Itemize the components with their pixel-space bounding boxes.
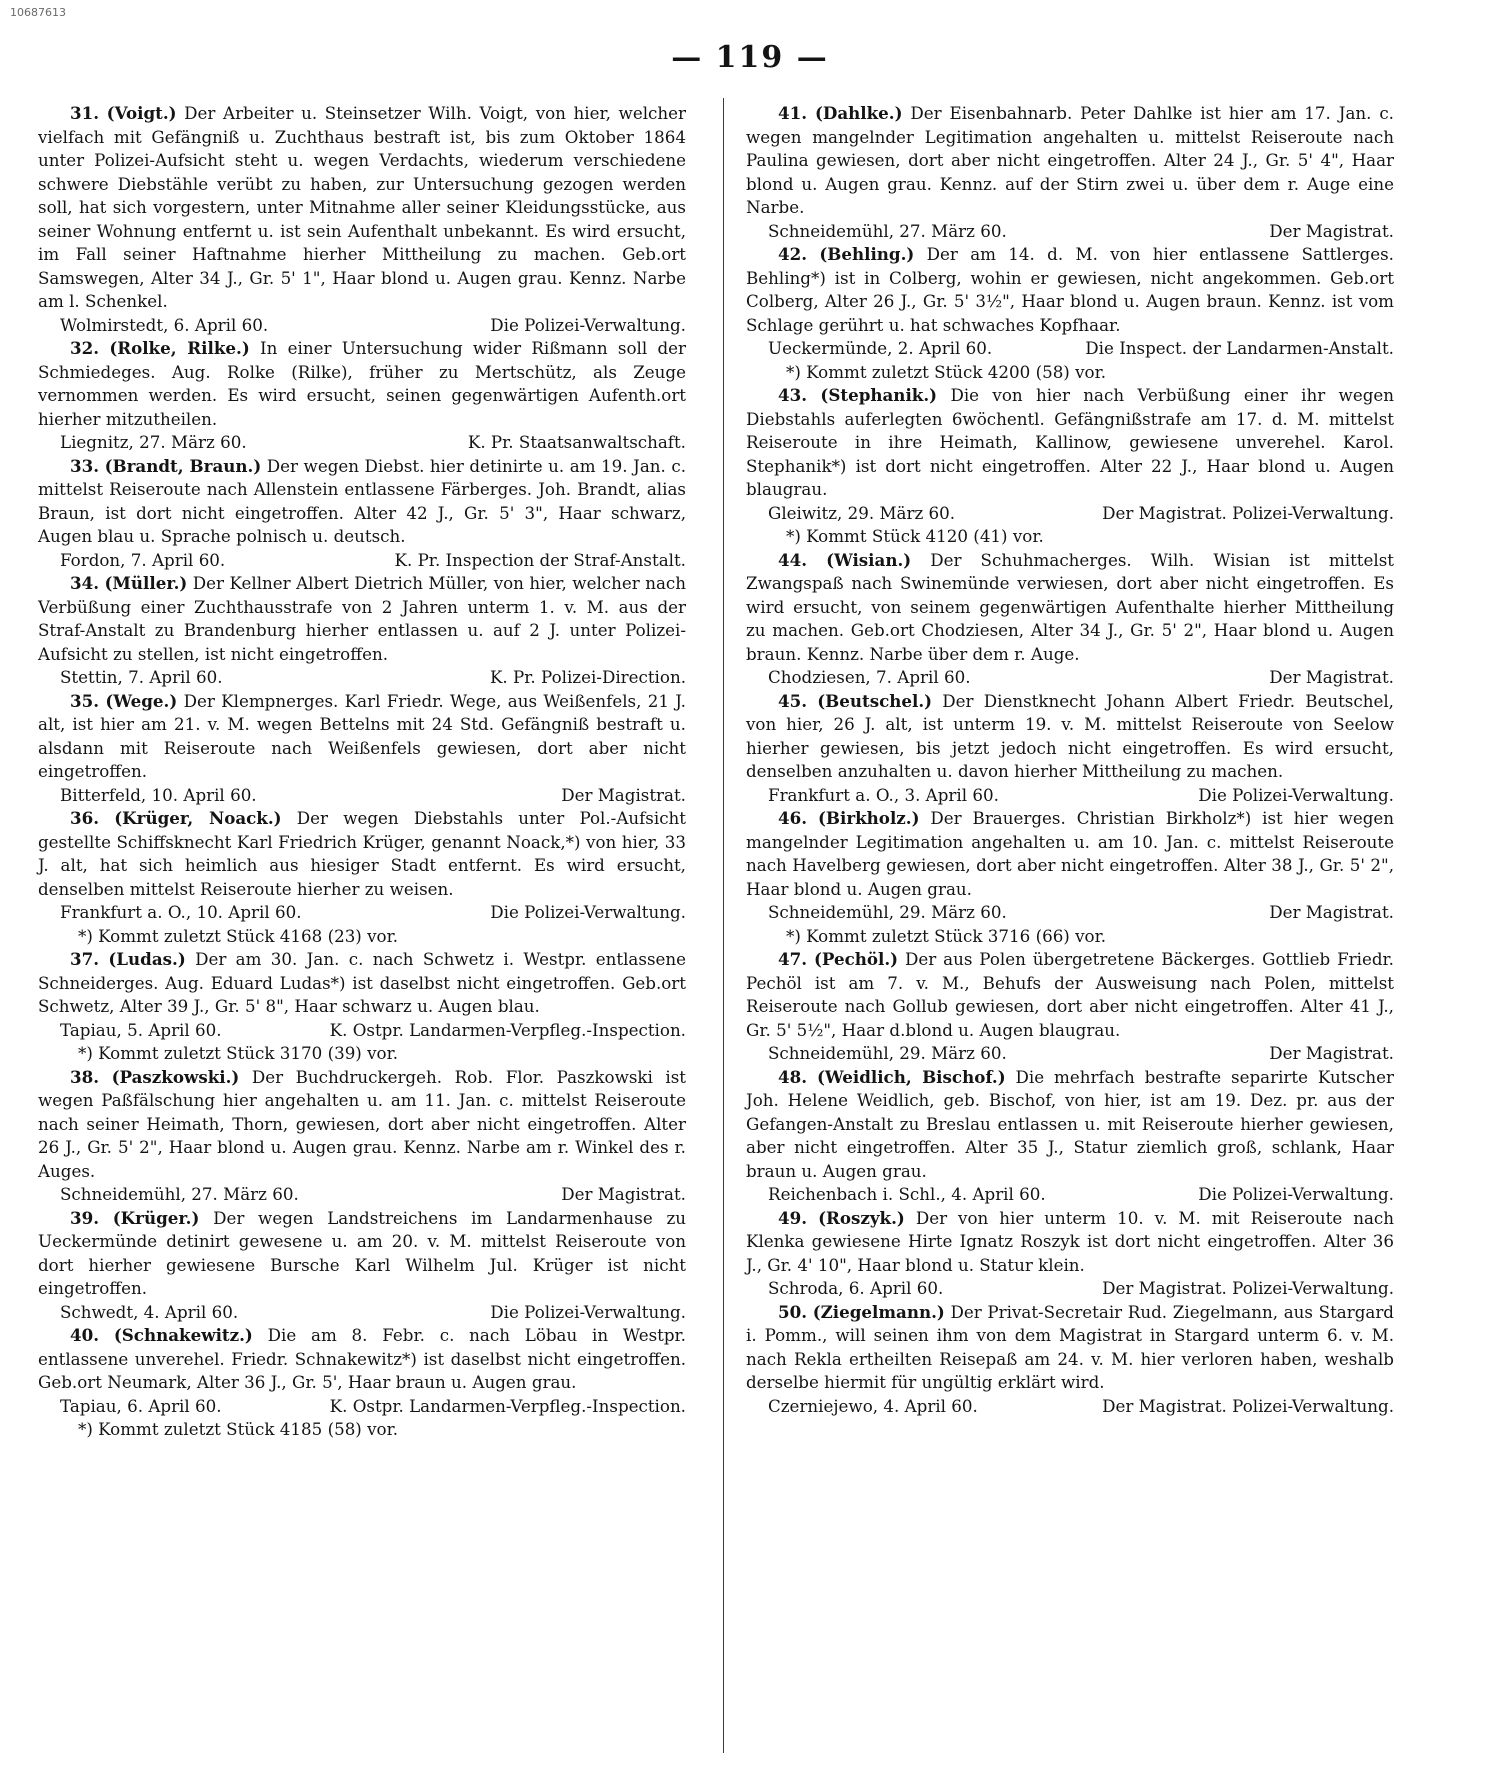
notice-name: (Wege.) [105, 690, 178, 711]
notice-place-date: Bitterfeld, 10. April 60. [60, 784, 257, 805]
notice-entry [746, 807, 1394, 948]
notice-body: Der Kellner Albert Dietrich Müller, von hier, welcher nach Verbüßung einer Zuchthausstrafe von 2 Jahren unterm 1. v. M. aus der Straf-Anstalt zu Brandenburg hierher entlassen u. auf 2 J. unter Polizei-Aufsicht zu stellen, ist nicht eingetroffen. [38, 573, 686, 664]
notice-entry [38, 690, 686, 808]
notice-signature [746, 1277, 1394, 1301]
notice-signature [746, 502, 1394, 526]
notice-place-date: Tapiau, 5. April 60. [60, 1019, 222, 1040]
notice-place-date: Schroda, 6. April 60. [768, 1278, 944, 1298]
notice-issuer: K. Pr. Polizei-Direction. [489, 667, 686, 687]
notice-entry [38, 1207, 686, 1325]
notice-signature [38, 314, 686, 338]
notice-text [746, 690, 1394, 784]
notice-body: Die am 8. Febr. c. nach Löbau in Westpr. entlassene unverehel. Friedr. Schnakewitz*) ist daselbst nicht eingetroffen. Geb.ort Neumark, Alter 36 J., Gr. 5', Haar braun u. Augen grau. [38, 1325, 686, 1392]
left-column [38, 102, 686, 1442]
notice-signature [746, 220, 1394, 244]
notice-name: (Birkholz.) [817, 808, 920, 828]
notice-signature [38, 1395, 686, 1419]
notice-body: Der wegen Diebst. hier detinirte u. am 19. Jan. c. mittelst Reiseroute nach Allenstein entlassene Färberges. Joh. Brandt, alias Braun, ist dort nicht eingetroffen. Alter 42 J., Gr. 5' 3", Haar schwarz, Augen blau u. Sprache polnisch u. deutsch. [38, 455, 687, 546]
notice-issuer: Der Magistrat. [1269, 220, 1394, 241]
notice-number: 41. [778, 103, 808, 123]
notice-issuer: K. Pr. Staatsanwaltschaft. [467, 432, 686, 452]
notice-number: 37. [70, 949, 100, 969]
notice-name: (Roszyk.) [818, 1207, 905, 1228]
notice-body: Der Buchdruckergeh. Rob. Flor. Paszkowski ist wegen Paßfälschung hier angehalten u. am 11. Jan. c. mittelst Reiseroute nach seiner Heimath, Thorn, gewiesen, dort aber nicht eingetroffen. Alter 26 J., Gr. 5' 2", Haar blond u. Augen grau. Kennz. Narbe am r. Winkel des r. Auges. [38, 1066, 686, 1181]
notice-text [746, 384, 1394, 502]
notice-text [38, 690, 686, 784]
notice-name: (Beutschel.) [817, 690, 933, 711]
notice-entry [746, 1207, 1394, 1301]
notice-issuer: Die Polizei-Verwaltung. [1198, 1184, 1394, 1204]
notice-footnote: *) Kommt zuletzt Stück 4168 (23) vor. [78, 925, 399, 946]
notice-issuer: Der Magistrat. [1269, 1043, 1394, 1063]
notice-text [38, 807, 686, 901]
notice-place-date: Reichenbach i. Schl., 4. April 60. [768, 1184, 1046, 1204]
notice-issuer: Die Inspect. der Landarmen-Anstalt. [1085, 338, 1394, 358]
notice-name: (Dahlke.) [814, 103, 903, 123]
notice-issuer: Der Magistrat. [561, 1184, 686, 1204]
notice-issuer: Der Magistrat. [1269, 667, 1394, 687]
page-number: — 119 — [671, 40, 829, 75]
notice-number: 49. [778, 1207, 808, 1228]
notice-body: Die mehrfach bestrafte separirte Kutscher Joh. Helene Weidlich, geb. Bischof, von hier, ist am 19. Dez. pr. aus der Gefangen-Anstalt zu Breslau entlassen u. mit Reiseroute hierher gewiesen, aber nicht eingetroffen. Alter 35 J., Statur ziemlich groß, schlank, Haar braun u. Augen grau. [746, 1066, 1394, 1181]
notice-text [38, 1066, 686, 1184]
notice-number: 36. [70, 808, 100, 828]
notice-place-date: Czerniejewo, 4. April 60. [768, 1395, 978, 1416]
notice-place-date: Chodziesen, 7. April 60. [768, 667, 971, 687]
notice-body: Die von hier nach Verbüßung einer ihr wegen Diebstahls auferlegten 6wöchentl. Gefängnißstrafe am 17. d. M. mittelst Reiseroute in ihre Heimath, Kallinow, gewiesene unverehel. Karol. Stephanik*) ist dort nicht eingetroffen. Alter 22 J., Haar blond u. Augen blaugrau. [746, 385, 1394, 499]
notice-text [38, 102, 686, 314]
notice-body: Der Brauerges. Christian Birkholz*) ist hier wegen mangelnder Legitimation angehalten u. am 10. Jan. c. mittelst Reiseroute nach Havelberg gewiesen, dort aber nicht eingetroffen. Alter 38 J., Gr. 5' 2", Haar blond u. Augen grau. [746, 808, 1395, 899]
notice-number: 42. [778, 244, 808, 264]
notice-text [38, 455, 686, 549]
notice-name: (Paszkowski.) [111, 1066, 240, 1087]
notice-footnote: *) Kommt zuletzt Stück 3716 (66) vor. [786, 925, 1107, 946]
notice-place-date: Frankfurt a. O., 3. April 60. [768, 784, 999, 805]
notice-name: (Pechöl.) [813, 949, 899, 969]
notice-footnote: *) Kommt zuletzt Stück 3170 (39) vor. [78, 1043, 399, 1063]
notice-issuer: K. Ostpr. Landarmen-Verpfleg.-Inspection. [329, 1019, 686, 1040]
notice-place-date: Schneidemühl, 29. März 60. [768, 902, 1007, 922]
notice-text [38, 948, 686, 1019]
notice-issuer: Der Magistrat. Polizei-Verwaltung. [1102, 502, 1394, 523]
notice-text [38, 1207, 686, 1301]
notice-name: (Voigt.) [106, 103, 177, 123]
notice-entry [746, 549, 1394, 690]
notice-name: (Wisian.) [826, 549, 912, 570]
notice-name: (Brandt, Braun.) [104, 455, 262, 476]
notice-signature [746, 1042, 1394, 1066]
notice-text [746, 102, 1394, 220]
notice-signature [746, 337, 1394, 361]
archive-id: 10687613 [10, 6, 66, 19]
notice-number: 43. [778, 385, 808, 405]
notice-body: Der Arbeiter u. Steinsetzer Wilh. Voigt, von hier, welcher vielfach mit Gefängniß u. Zuchthaus bestraft ist, bis zum Oktober 1864 unter Polizei-Aufsicht steht u. wegen Verdachts, wiederum verschiedene schwere Diebstähle verübt zu haben, zur Untersuchung gezogen werden soll, hat sich vorgestern, unter Mitnahme aller seiner Kleidungsstücke, aus seiner Wohnung entfernt u. ist sein Aufenthalt unbekannt. Es wird ersucht, im Fall seiner Haftnahme hierher Mittheilung zu machen. Geb.ort Samswegen, Alter 34 J., Gr. 5' 1", Haar blond u. Augen grau. Kennz. Narbe am l. Schenkel. [38, 103, 686, 311]
notice-place-date: Fordon, 7. April 60. [60, 549, 226, 570]
notice-issuer: K. Ostpr. Landarmen-Verpfleg.-Inspection. [329, 1395, 686, 1416]
notice-body: Der am 14. d. M. von hier entlassene Sattlerges. Behling*) ist in Colberg, wohin er gewiesen, nicht angekommen. Geb.ort Colberg, Alter 26 J., Gr. 5' 3½", Haar blond u. Augen braun. Kennz. ist vom Schlage gerührt u. hat schwaches Kopfhaar. [746, 244, 1394, 335]
notice-footnote: *) Kommt zuletzt Stück 4185 (58) vor. [78, 1419, 399, 1439]
notice-place-date: Ueckermünde, 2. April 60. [768, 338, 993, 358]
notice-footnote: *) Kommt Stück 4120 (41) vor. [786, 526, 1044, 546]
notice-entry [38, 1066, 686, 1207]
notice-place-date: Stettin, 7. April 60. [60, 667, 223, 687]
notice-signature [38, 549, 686, 573]
notice-place-date: Schneidemühl, 29. März 60. [768, 1043, 1007, 1063]
notice-text [746, 948, 1394, 1042]
notice-name: (Stephanik.) [820, 385, 938, 405]
notice-signature [38, 901, 686, 925]
notice-text [746, 1207, 1394, 1278]
notice-name: (Schnakewitz.) [113, 1325, 253, 1345]
notice-place-date: Wolmirstedt, 6. April 60. [60, 314, 269, 335]
notice-signature [38, 1019, 686, 1043]
notice-body: Der Schuhmacherges. Wilh. Wisian ist mittelst Zwangspaß nach Swinemünde verwiesen, dort aber nicht eingetroffen. Es wird ersucht, von seinem gegenwärtigen Aufenthalte hierher Mittheilung zu machen. Geb.ort Chodziesen, Alter 34 J., Gr. 5' 2", Haar blond u. Augen braun. Kennz. Narbe über dem r. Auge. [746, 549, 1394, 664]
notice-entry [38, 102, 686, 337]
notice-number: 45. [778, 690, 808, 711]
notice-entry [746, 102, 1394, 243]
notice-place-date: Liegnitz, 27. März 60. [60, 432, 247, 452]
notice-entry [38, 572, 686, 690]
notice-issuer: Die Polizei-Verwaltung. [490, 314, 686, 335]
notice-number: 40. [70, 1325, 100, 1345]
notice-place-date: Schneidemühl, 27. März 60. [768, 220, 1007, 241]
notice-issuer: Der Magistrat. [1269, 902, 1394, 922]
notice-number: 47. [778, 949, 808, 969]
notice-number: 34. [70, 573, 100, 593]
notice-signature [38, 784, 686, 808]
notice-number: 50. [778, 1301, 808, 1322]
notice-number: 38. [70, 1066, 100, 1087]
notice-number: 35. [70, 690, 100, 711]
notice-issuer: Der Magistrat. Polizei-Verwaltung. [1102, 1278, 1394, 1298]
notice-number: 48. [778, 1066, 808, 1087]
notice-text [746, 549, 1394, 667]
notice-number: 44. [778, 549, 808, 570]
notice-body: Der von hier unterm 10. v. M. mit Reiseroute nach Klenka gewiesene Hirte Ignatz Roszyk ist dort nicht eingetroffen. Alter 36 J., Gr. 4' 10", Haar blond u. Statur klein. [746, 1207, 1395, 1275]
notice-name: (Krüger.) [112, 1207, 200, 1228]
notice-issuer: Die Polizei-Verwaltung. [490, 1301, 686, 1322]
notice-signature [746, 666, 1394, 690]
notice-place-date: Schneidemühl, 27. März 60. [60, 1184, 299, 1204]
notice-text [38, 572, 686, 666]
notice-entry [746, 948, 1394, 1066]
notice-entry [38, 455, 686, 573]
notice-name: (Ziegelmann.) [812, 1301, 945, 1322]
notice-number: 46. [778, 808, 808, 828]
notice-entry [38, 1324, 686, 1442]
notice-body: Der am 30. Jan. c. nach Schwetz i. Westpr. entlassene Schneiderges. Aug. Eduard Ludas*) ist daselbst nicht eingetroffen. Geb.ort Schwetz, Alter 39 J., Gr. 5' 8", Haar schwarz u. Augen blau. [38, 949, 687, 1016]
notice-signature [746, 784, 1394, 808]
notice-issuer: Die Polizei-Verwaltung. [490, 902, 686, 922]
notice-place-date: Tapiau, 6. April 60. [60, 1395, 222, 1416]
notice-issuer: Die Polizei-Verwaltung. [1198, 784, 1394, 805]
notice-entry [38, 948, 686, 1066]
notice-entry [746, 384, 1394, 549]
notice-place-date: Schwedt, 4. April 60. [60, 1301, 239, 1322]
notice-entry [38, 807, 686, 948]
notice-signature [38, 666, 686, 690]
notice-text [38, 1324, 686, 1395]
notice-text [746, 243, 1394, 337]
notice-entry [746, 690, 1394, 808]
notice-body: Der wegen Landstreichens im Landarmenhause zu Ueckermünde detinirt gewesene u. am 20. v. M. mittelst Reiseroute von dort hierher gewiesene Bursche Karl Wilhelm Jul. Krüger ist nicht eingetroffen. [38, 1207, 687, 1298]
notice-entry [746, 1066, 1394, 1207]
notice-number: 31. [70, 103, 100, 123]
notice-entry [38, 337, 686, 455]
notice-issuer: Der Magistrat. [561, 784, 686, 805]
notice-body: Der wegen Diebstahls unter Pol.-Aufsicht gestellte Schiffsknecht Karl Friedrich Krüger, genannt Noack,*) von hier, 33 J. alt, hat sich heimlich aus hiesiger Stadt entfernt. Es wird ersucht, denselben mittelst Reiseroute hierher zu weisen. [38, 808, 686, 899]
notice-place-date: Frankfurt a. O., 10. April 60. [60, 902, 302, 922]
notice-name: (Krüger, Noack.) [114, 808, 282, 828]
notice-name: (Rolke, Rilke.) [109, 338, 250, 358]
notice-issuer: Der Magistrat. Polizei-Verwaltung. [1102, 1395, 1394, 1416]
notice-signature [746, 1183, 1394, 1207]
notice-signature [38, 1183, 686, 1207]
notice-name: (Ludas.) [108, 949, 186, 969]
notice-body: Der Eisenbahnarb. Peter Dahlke ist hier am 17. Jan. c. wegen mangelnder Legitimation angehalten u. mittelst Reiseroute nach Paulina gewiesen, dort aber nicht eingetroffen. Alter 24 J., Gr. 5' 4", Haar blond u. Augen grau. Kennz. auf der Stirn zwei u. über dem r. Auge eine Narbe. [746, 103, 1394, 217]
column-divider [723, 98, 724, 1753]
notice-number: 39. [70, 1207, 100, 1228]
notice-name: (Behling.) [819, 244, 915, 264]
notice-text [38, 337, 686, 431]
notice-body: Der Privat-Secretair Rud. Ziegelmann, aus Stargard i. Pomm., will seinen ihm von dem Magistrat in Stargard unterm 6. v. M. nach Rekla ertheilten Reisepaß am 24. v. M. hier verloren haben, weshalb derselbe hiermit für ungültig erklärt wird. [746, 1301, 1394, 1392]
notice-text [746, 807, 1394, 901]
notice-text [746, 1066, 1394, 1184]
notice-signature [746, 901, 1394, 925]
notice-place-date: Gleiwitz, 29. März 60. [768, 502, 956, 523]
notice-name: (Müller.) [104, 573, 188, 593]
notice-body: Der Klempnerges. Karl Friedr. Wege, aus Weißenfels, 21 J. alt, ist hier am 21. v. M. wegen Bettelns mit 24 Std. Gefängniß bestraft u. alsdann mit Reiseroute nach Weißenfels gewiesen, dort aber nicht eingetroffen. [38, 690, 686, 781]
notice-signature [38, 431, 686, 455]
notice-signature [746, 1395, 1394, 1419]
notice-body: Der Dienstknecht Johann Albert Friedr. Beutschel, von hier, 26 J. alt, ist unterm 19. v. M. mittelst Reiseroute von Seelow hierher gewiesen, bis jetzt jedoch nicht eingetroffen. Es wird ersucht, denselben anzuhalten u. davon hierher Mittheilung zu machen. [746, 690, 1394, 781]
notice-signature [38, 1301, 686, 1325]
notice-entry [746, 1301, 1394, 1419]
notice-issuer: K. Pr. Inspection der Straf-Anstalt. [394, 549, 686, 570]
notice-text [746, 1301, 1394, 1395]
notice-name: (Weidlich, Bischof.) [816, 1066, 1006, 1087]
right-column [746, 102, 1394, 1418]
notice-footnote: *) Kommt zuletzt Stück 4200 (58) vor. [786, 361, 1107, 382]
notice-body: In einer Untersuchung wider Rißmann soll der Schmiedeges. Aug. Rolke (Rilke), früher zu Mertschütz, als Zeuge vernommen werden. Es wird ersucht, seinen gegenwärtigen Aufenth.ort hierher mitzutheilen. [38, 338, 686, 429]
notice-body: Der aus Polen übergetretene Bäckerges. Gottlieb Friedr. Pechöl ist am 7. v. M., Behufs der Ausweisung nach Polen, mittelst Reiseroute nach Gollub gewiesen, dort aber nicht eingetroffen. Alter 41 J., Gr. 5' 5½", Haar d.blond u. Augen blaugrau. [746, 949, 1394, 1040]
notice-entry [746, 243, 1394, 384]
notice-number: 32. [70, 338, 100, 358]
notice-number: 33. [70, 455, 100, 476]
